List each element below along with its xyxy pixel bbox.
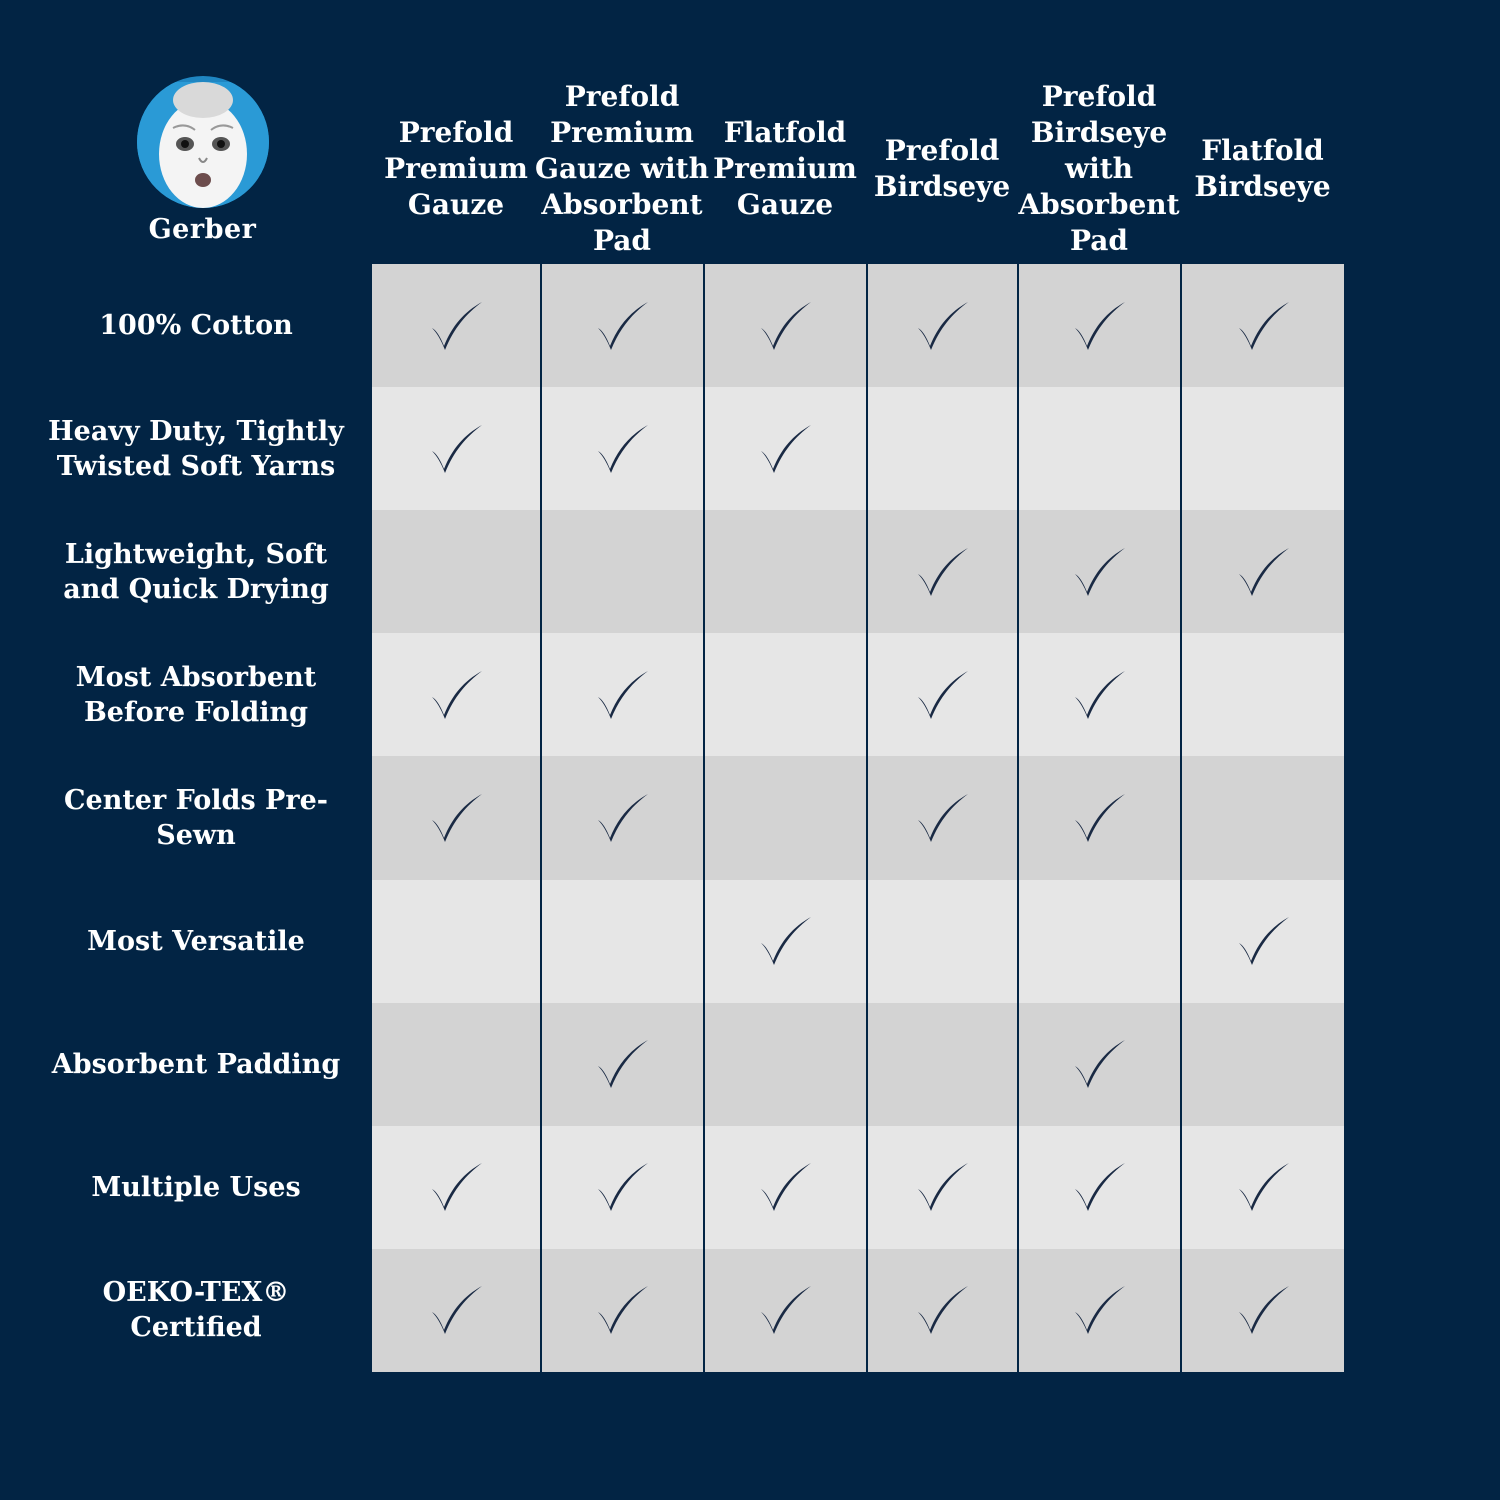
check-icon bbox=[1235, 1159, 1291, 1215]
check-cell bbox=[1018, 1126, 1180, 1249]
check-icon bbox=[428, 421, 484, 477]
row-label: Heavy Duty, Tightly Twisted Soft Yarns bbox=[48, 415, 344, 482]
check-icon bbox=[757, 1282, 813, 1338]
check-cell bbox=[704, 1126, 866, 1249]
check-icon bbox=[1071, 298, 1127, 354]
check-cell bbox=[1018, 1249, 1180, 1372]
comparison-table bbox=[372, 264, 1344, 1372]
column-divider bbox=[1180, 264, 1182, 1372]
check-cell bbox=[704, 264, 866, 387]
check-cell bbox=[1018, 264, 1180, 387]
row-label: Most Absorbent Before Folding bbox=[75, 661, 317, 728]
column-divider bbox=[540, 264, 542, 1372]
check-cell bbox=[1018, 1003, 1180, 1126]
check-cell bbox=[1018, 510, 1180, 633]
check-cell bbox=[541, 1249, 703, 1372]
column-header-2: Prefold Premium Gauze with Absorbent Pad bbox=[535, 80, 709, 257]
check-icon bbox=[1071, 667, 1127, 723]
check-cell bbox=[1181, 264, 1344, 387]
check-cell bbox=[372, 1249, 540, 1372]
table-row bbox=[372, 1003, 1344, 1127]
check-icon bbox=[594, 421, 650, 477]
check-icon bbox=[914, 667, 970, 723]
check-icon bbox=[594, 790, 650, 846]
check-cell bbox=[541, 264, 703, 387]
check-icon bbox=[1071, 1282, 1127, 1338]
row-label: Most Versatile bbox=[87, 925, 305, 957]
check-icon bbox=[1071, 544, 1127, 600]
check-cell bbox=[372, 1126, 540, 1249]
check-icon bbox=[428, 1282, 484, 1338]
row-label: OEKO-TEX® Certified bbox=[102, 1277, 290, 1344]
check-icon bbox=[594, 1036, 650, 1092]
check-cell bbox=[1181, 510, 1344, 633]
check-cell bbox=[541, 387, 703, 510]
check-icon bbox=[914, 1159, 970, 1215]
check-icon bbox=[757, 298, 813, 354]
check-cell bbox=[372, 756, 540, 879]
check-icon bbox=[1235, 544, 1291, 600]
baby-face-logo bbox=[133, 62, 273, 212]
check-cell bbox=[1181, 1126, 1344, 1249]
check-icon bbox=[757, 421, 813, 477]
column-divider bbox=[1017, 264, 1019, 1372]
check-cell bbox=[372, 387, 540, 510]
check-icon bbox=[914, 544, 970, 600]
check-cell bbox=[704, 880, 866, 1003]
check-icon bbox=[428, 298, 484, 354]
column-divider bbox=[866, 264, 868, 1372]
row-label: Center Folds Pre-Sewn bbox=[64, 784, 328, 851]
check-icon bbox=[1235, 1282, 1291, 1338]
column-header-3: Flatfold Premium Gauze bbox=[713, 116, 857, 221]
row-label: Multiple Uses bbox=[91, 1171, 301, 1203]
check-cell bbox=[1018, 756, 1180, 879]
check-icon bbox=[428, 790, 484, 846]
column-header-5: Prefold Birdseye with Absorbent Pad bbox=[1018, 80, 1180, 257]
check-icon bbox=[594, 298, 650, 354]
check-cell bbox=[867, 1249, 1017, 1372]
check-cell bbox=[704, 1249, 866, 1372]
row-label: 100% Cotton bbox=[99, 310, 293, 342]
check-cell bbox=[867, 756, 1017, 879]
check-icon bbox=[594, 1282, 650, 1338]
check-icon bbox=[914, 298, 970, 354]
check-cell bbox=[1181, 880, 1344, 1003]
check-cell bbox=[867, 633, 1017, 756]
check-icon bbox=[757, 913, 813, 969]
row-label: Lightweight, Soft and Quick Drying bbox=[63, 538, 329, 605]
check-icon bbox=[914, 790, 970, 846]
check-cell bbox=[867, 264, 1017, 387]
check-icon bbox=[428, 667, 484, 723]
check-icon bbox=[594, 667, 650, 723]
check-cell bbox=[372, 264, 540, 387]
check-cell bbox=[541, 1126, 703, 1249]
check-icon bbox=[594, 1159, 650, 1215]
column-divider bbox=[703, 264, 705, 1372]
check-cell bbox=[867, 510, 1017, 633]
check-cell bbox=[1181, 1249, 1344, 1372]
check-icon bbox=[1071, 790, 1127, 846]
brand-logo bbox=[120, 62, 285, 257]
check-cell bbox=[372, 633, 540, 756]
check-icon bbox=[757, 1159, 813, 1215]
brand-name: Gerber bbox=[148, 214, 257, 245]
check-cell bbox=[867, 1126, 1017, 1249]
column-header-4: Prefold Birdseye bbox=[873, 134, 1011, 203]
check-icon bbox=[428, 1159, 484, 1215]
check-cell bbox=[541, 756, 703, 879]
check-cell bbox=[541, 633, 703, 756]
row-label: Absorbent Padding bbox=[51, 1048, 341, 1080]
column-header-6: Flatfold Birdseye bbox=[1194, 134, 1331, 203]
check-icon bbox=[1235, 298, 1291, 354]
column-header-1: Prefold Premium Gauze bbox=[384, 116, 528, 221]
check-icon bbox=[1071, 1159, 1127, 1215]
check-cell bbox=[704, 387, 866, 510]
check-cell bbox=[1018, 633, 1180, 756]
check-icon bbox=[914, 1282, 970, 1338]
check-icon bbox=[1235, 913, 1291, 969]
check-icon bbox=[1071, 1036, 1127, 1092]
check-cell bbox=[541, 1003, 703, 1126]
